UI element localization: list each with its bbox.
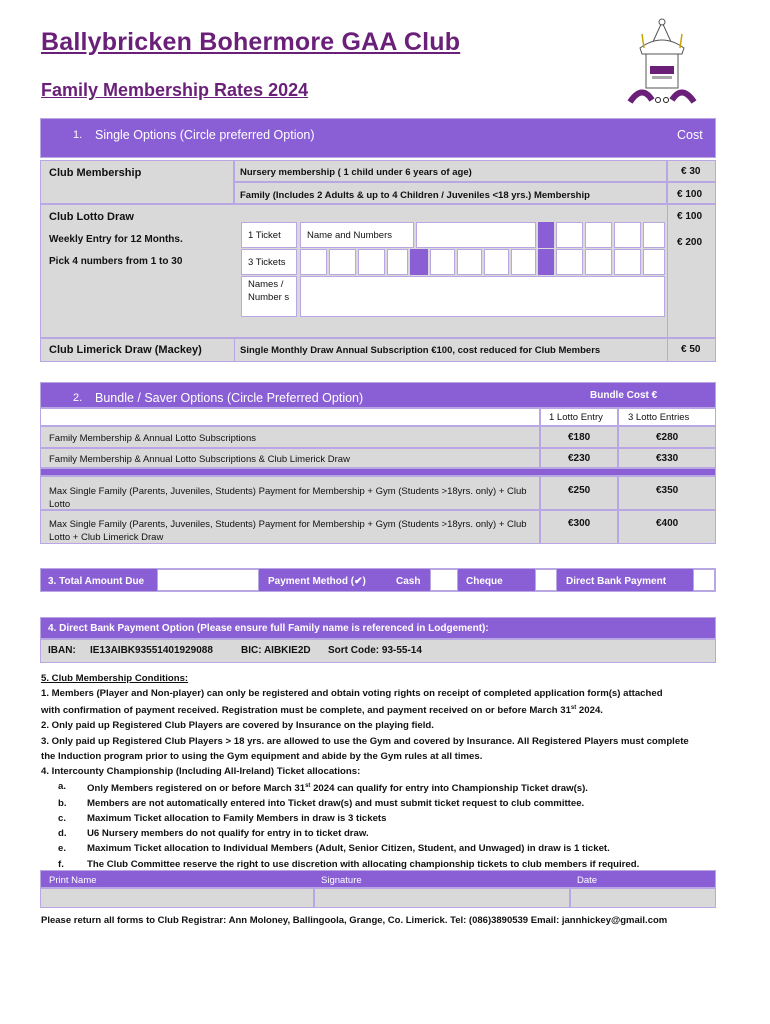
section1-number: 1. — [73, 129, 83, 141]
lotto-cost-1: € 100 — [677, 211, 703, 222]
payment-method-label: Payment Method (✔) — [268, 576, 366, 587]
direct-label: Direct Bank Payment — [566, 576, 667, 587]
divider — [538, 222, 554, 248]
date-field[interactable] — [570, 888, 716, 908]
nursery-cost: € 30 — [681, 166, 701, 177]
condition-item — [41, 779, 731, 796]
limerick-title: Club Limerick Draw (Mackey) — [49, 344, 202, 356]
signoff-header — [40, 870, 716, 888]
cheque-label: Cheque — [466, 576, 503, 587]
item-letter: f. — [58, 858, 64, 870]
footer-return-info: Please return all forms to Club Registrar: Ann Moloney, Ballingoola, Grange, Co. Limerick. Tel: (086)3890539 Email: jannhickey@gmail.com — [41, 915, 668, 926]
print-name-field[interactable] — [40, 888, 314, 908]
item-text: Maximum Ticket allocation to Family Members in draw is 3 tickets — [87, 813, 387, 825]
bundle-row-2-v1-text: €230 — [568, 453, 591, 464]
one-ticket-number-1[interactable] — [416, 222, 536, 248]
section2-title: Bundle / Saver Options (Circle Preferred Option) — [95, 391, 364, 405]
total-amount-field[interactable] — [157, 569, 259, 591]
bundle-row-3-v2-text: €350 — [656, 485, 679, 496]
name-numbers-label: Name and Numbers — [307, 230, 393, 241]
three-number-4[interactable] — [387, 249, 408, 275]
sort-code: Sort Code: 93-55-14 — [328, 645, 422, 656]
cash-checkbox[interactable] — [430, 569, 458, 591]
club-crest-icon — [622, 14, 702, 110]
item-letter: d. — [58, 828, 67, 840]
three-tickets-label: 3 Tickets — [248, 257, 286, 268]
item-sup: st — [305, 782, 311, 789]
bundle-row-3-v1-text: €250 — [568, 485, 591, 496]
three-number-2[interactable] — [329, 249, 356, 275]
condition-1b-sup: st — [570, 705, 577, 712]
condition-item — [41, 811, 731, 826]
three-number-3[interactable] — [358, 249, 385, 275]
col1-label: 1 Lotto Entry — [549, 412, 603, 423]
item-text: U6 Nursery members do not qualify for entry in to ticket draw. — [87, 828, 369, 840]
divider — [538, 249, 554, 275]
section1-title: Single Options (Circle preferred Option) — [95, 128, 315, 142]
item-letter: a. — [58, 780, 67, 792]
cheque-checkbox[interactable] — [535, 569, 557, 591]
total-amount-label: 3. Total Amount Due — [48, 576, 145, 587]
three-number-6[interactable] — [457, 249, 482, 275]
print-name-label: Print Name — [49, 875, 97, 886]
limerick-cost: € 50 — [681, 344, 701, 355]
three-number-5[interactable] — [430, 249, 455, 275]
item-post: 2024 can qualify for entry into Championship Ticket draw(s). — [310, 783, 588, 795]
condition-item — [41, 796, 731, 811]
conditions-block — [41, 671, 731, 872]
cash-label: Cash — [396, 576, 421, 587]
condition-item — [41, 841, 731, 856]
three-number-12[interactable] — [643, 249, 665, 275]
condition-2: 2. Only paid up Registered Club Players are covered by Insurance on the playing field. — [41, 720, 434, 732]
bundle-row-1-v2-text: €280 — [656, 432, 679, 443]
condition-item — [41, 826, 731, 841]
condition-1b-post: 2024. — [576, 705, 603, 717]
section4-title: 4. Direct Bank Payment Option (Please ensure full Family name is referenced in Lodgement): — [48, 623, 489, 634]
section2-number: 2. — [73, 392, 83, 404]
page-title: Ballybricken Bohermore GAA Club — [41, 28, 461, 56]
bundle-cost-label: Bundle Cost € — [590, 390, 658, 401]
item-letter: c. — [58, 813, 67, 825]
condition-1b-text: with confirmation of payment received. Registration must be complete, and payment received on or before March 31 — [41, 705, 571, 717]
item-text: Maximum Ticket allocation to Individual Members (Adult, Senior Citizen, Student, and Unwaged) in draw is 1 ticket. — [87, 843, 610, 855]
limerick-desc: Single Monthly Draw Annual Subscription €100, cost reduced for Club Members — [240, 345, 601, 356]
cost-label: Cost — [677, 128, 703, 142]
family-cost: € 100 — [677, 189, 703, 200]
bundle-row-4-label: Max Single Family (Parents, Juveniles, Students) Payment for Membership + Gym (Students >18yrs. only) + Club Lotto + Club Limerick Draw — [49, 519, 527, 543]
signature-label: Signature — [321, 875, 362, 886]
item-text: Members are not automatically entered into Ticket draw(s) and must submit ticket request to club committee. — [87, 798, 585, 810]
signature-field[interactable] — [314, 888, 570, 908]
one-ticket-number-5[interactable] — [643, 222, 665, 248]
lotto-cost-3: € 200 — [677, 237, 703, 248]
club-membership-label: Club Membership — [49, 167, 142, 179]
condition-4: 4. Intercounty Championship (Including All-Ireland) Ticket allocations: — [41, 765, 361, 777]
divider — [410, 249, 428, 275]
direct-checkbox[interactable] — [693, 569, 715, 591]
condition-1a: 1. Members (Player and Non-player) can only be registered and obtain voting rights on receipt of completed application form(s) attached — [41, 688, 663, 700]
three-number-11[interactable] — [614, 249, 641, 275]
divider — [667, 338, 668, 362]
family-label: Family (Includes 2 Adults & up to 4 Children / Juveniles <18 yrs.) Membership — [240, 190, 590, 201]
bundle-row-1-v1-text: €180 — [568, 432, 591, 443]
three-number-1[interactable] — [300, 249, 327, 275]
three-number-10[interactable] — [585, 249, 612, 275]
item-letter: b. — [58, 798, 67, 810]
condition-1b — [41, 701, 731, 718]
three-number-7[interactable] — [484, 249, 509, 275]
lotto-pick: Pick 4 numbers from 1 to 30 — [49, 256, 183, 267]
bundle-subheader-left — [40, 408, 540, 426]
item-text: Only Members registered on or before March 31 — [87, 783, 306, 795]
names-numbers-field[interactable] — [300, 276, 665, 317]
conditions-title: 5. Club Membership Conditions: — [41, 673, 189, 684]
bundle-row-2-v2-text: €330 — [656, 453, 679, 464]
one-ticket-label: 1 Ticket — [248, 230, 281, 241]
date-label: Date — [577, 875, 598, 886]
iban-label: IBAN: — [48, 645, 76, 656]
three-number-9[interactable] — [556, 249, 583, 275]
condition-3b: the Induction program prior to using the Gym equipment and abide by the Gym rules at all times. — [41, 750, 483, 762]
bundle-row-1-label: Family Membership & Annual Lotto Subscriptions — [49, 433, 256, 444]
bundle-row-4-v2-text: €400 — [656, 518, 679, 529]
three-number-8[interactable] — [511, 249, 536, 275]
item-letter: e. — [58, 843, 67, 855]
bic-value: BIC: AIBKIE2D — [241, 645, 311, 656]
lotto-cost-column — [667, 204, 716, 338]
divider — [234, 338, 235, 362]
condition-3a: 3. Only paid up Registered Club Players > 18 yrs. are allowed to use the Gym and covered by Insurance. All Registered Players must complete — [41, 735, 689, 747]
iban-value: IE13AIBK93551401929088 — [90, 645, 213, 656]
one-ticket-number-4[interactable] — [614, 222, 641, 248]
bundle-row-2-label: Family Membership & Annual Lotto Subscriptions & Club Limerick Draw — [49, 454, 350, 465]
item-text: The Club Committee reserve the right to use discretion with allocating championship tickets to club members if required. — [87, 858, 640, 870]
bundle-spacer — [40, 468, 716, 476]
page-subtitle: Family Membership Rates 2024 — [41, 80, 309, 100]
names-numbers-label: Names / Number s — [248, 279, 290, 303]
one-ticket-number-2[interactable] — [556, 222, 583, 248]
bundle-row-4-v1-text: €300 — [568, 518, 591, 529]
bundle-row-3-label: Max Single Family (Parents, Juveniles, Students) Payment for Membership + Gym (Students >18yrs. only) + Club Lotto — [49, 486, 527, 510]
col2-label: 3 Lotto Entries — [628, 412, 690, 423]
lotto-title: Club Lotto Draw — [49, 211, 134, 223]
one-ticket-number-3[interactable] — [585, 222, 612, 248]
lotto-weekly: Weekly Entry for 12 Months. — [49, 234, 183, 245]
nursery-label: Nursery membership ( 1 child under 6 years of age) — [240, 167, 472, 178]
